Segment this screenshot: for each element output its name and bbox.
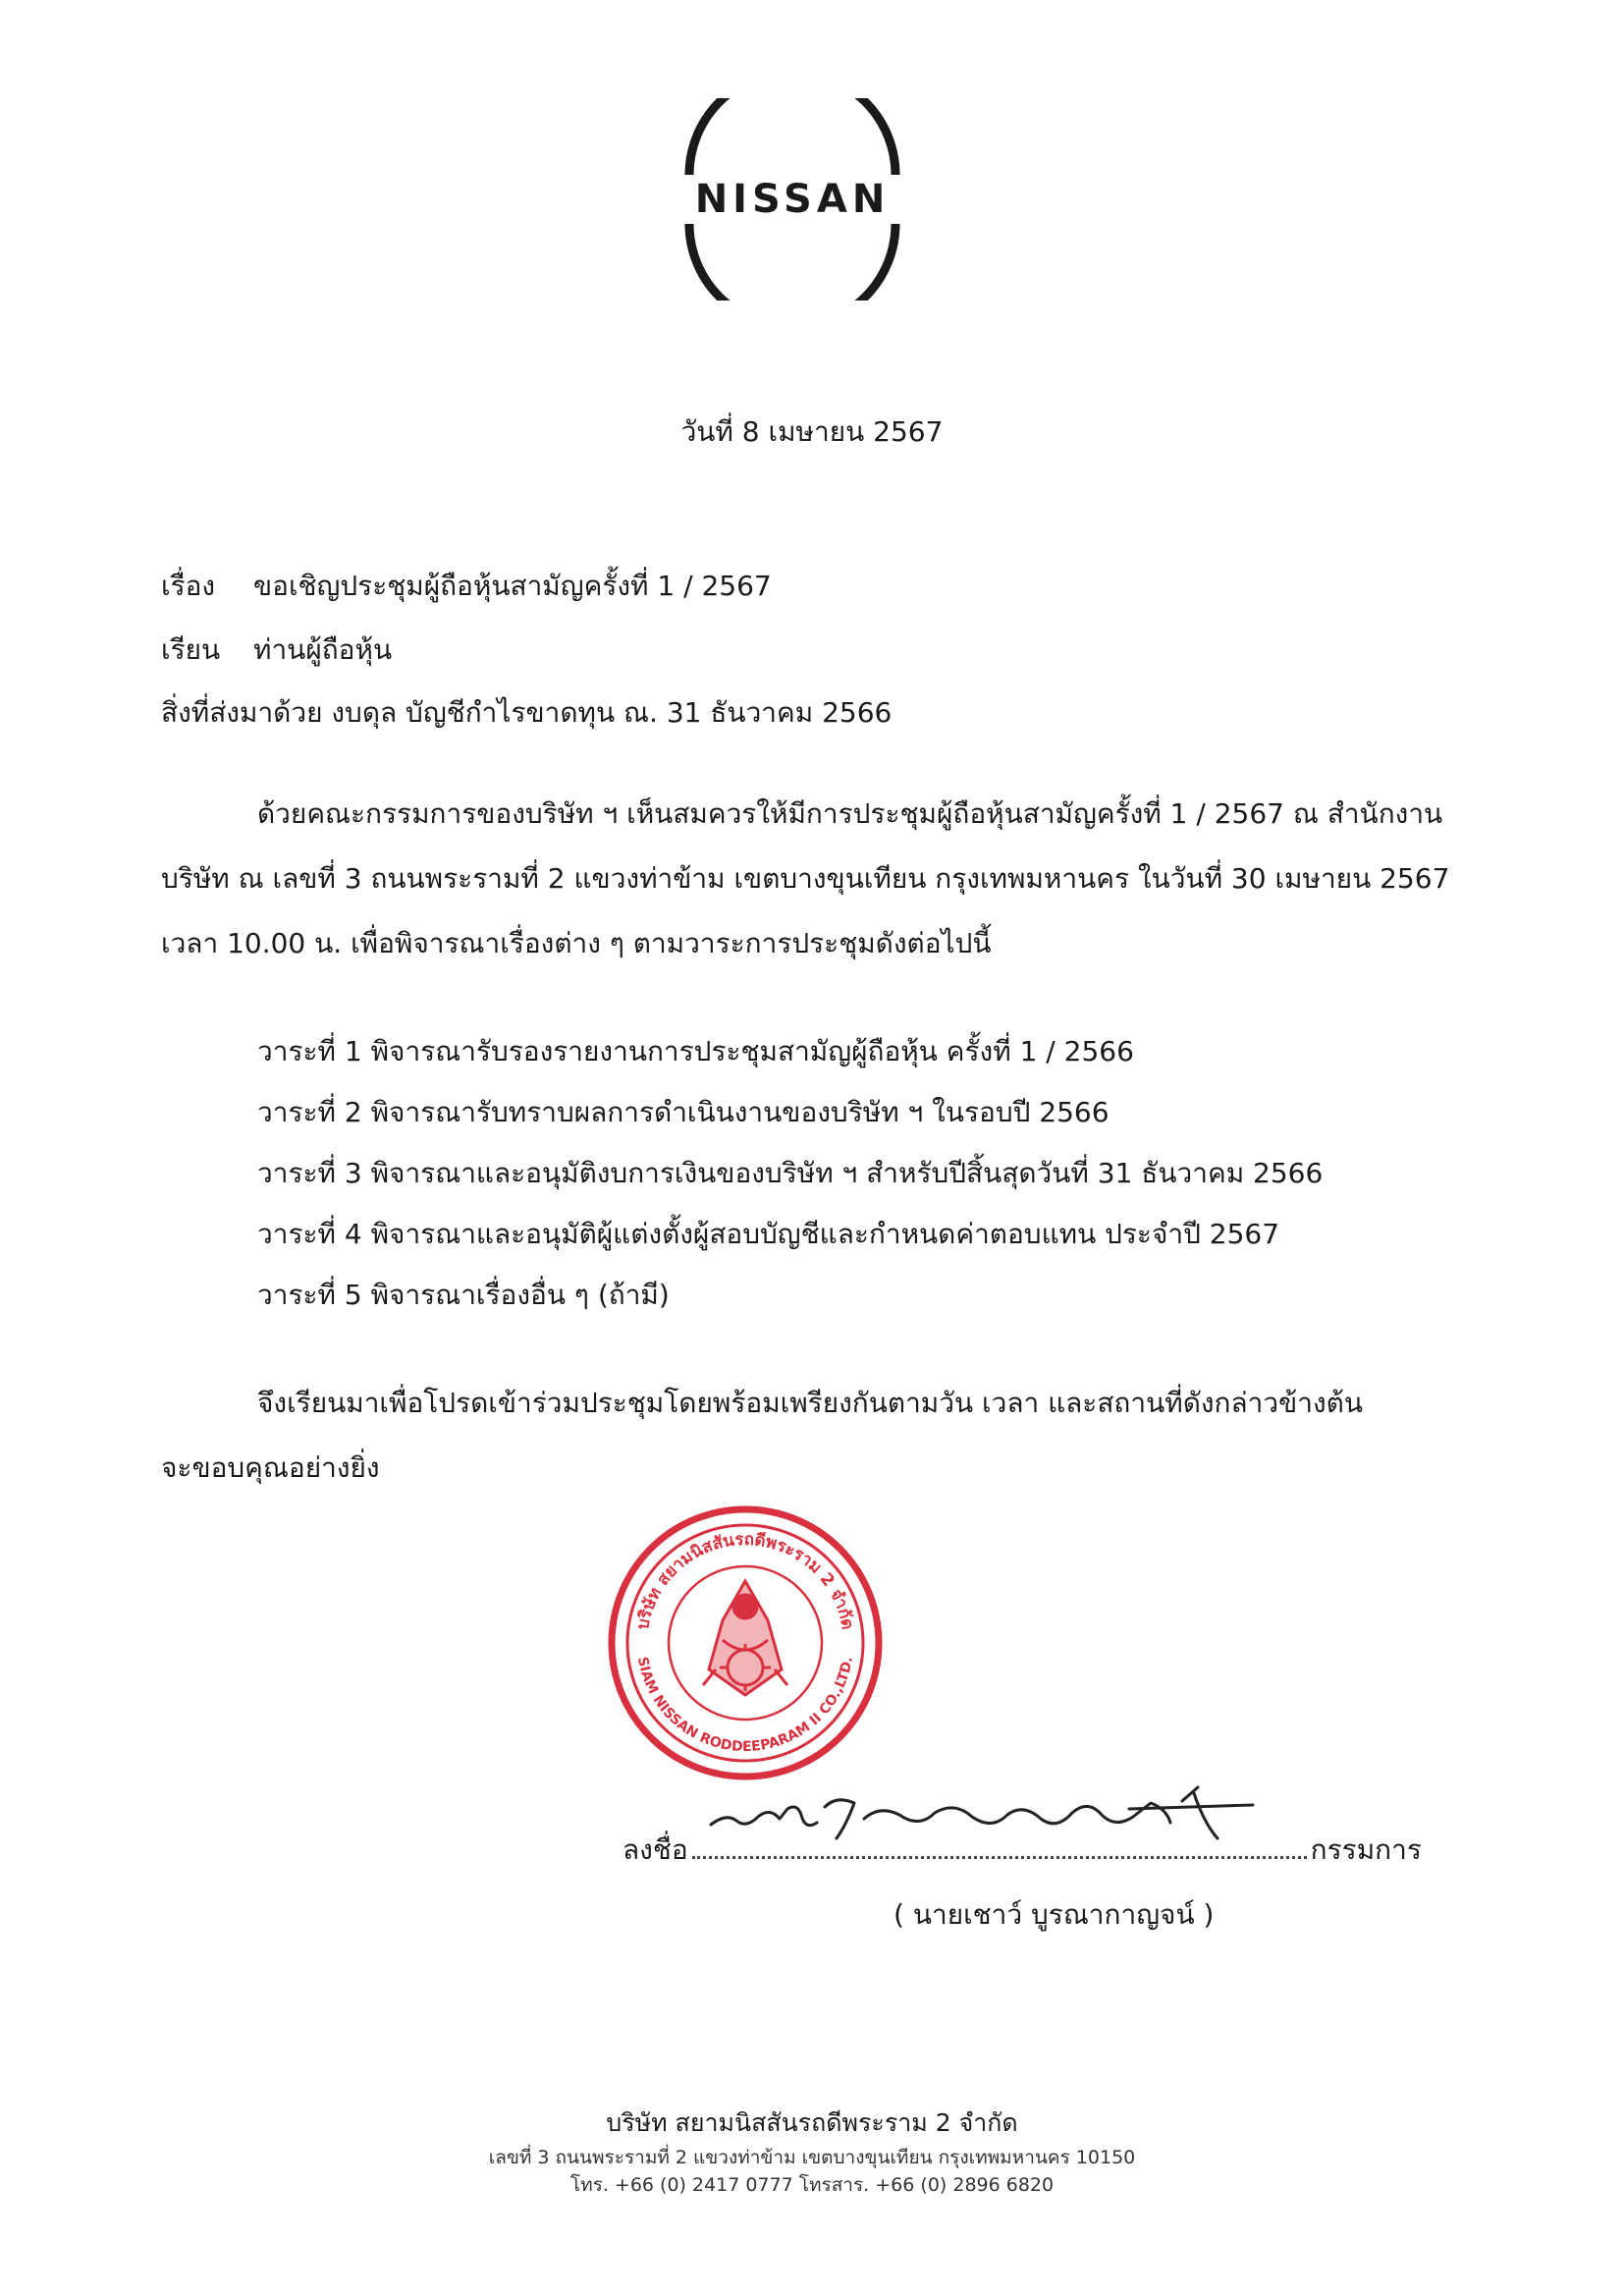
garuda-emblem-icon xyxy=(703,1581,787,1695)
sign-label: ลงชื่อ xyxy=(623,1833,688,1866)
body-line-2: บริษัท ณ เลขที่ 3 ถนนพระรามที่ 2 แขวงท่าข้าม เขตบางขุนเทียน กรุงเทพมหานคร ในวันที่ 30 เมษายน 2567 xyxy=(161,862,1450,895)
subject-text: ขอเชิญประชุมผู้ถือหุ้นสามัญครั้งที่ 1 / 2567 xyxy=(253,570,772,602)
subject-line xyxy=(161,565,772,608)
body-line-1: ด้วยคณะกรรมการของบริษัท ฯ เห็นสมควรให้มีการประชุมผู้ถือหุ้นสามัญครั้งที่ 1 / 2567 ณ สำนักงาน xyxy=(257,797,1443,830)
body-line-3: เวลา 10.00 น. เพื่อพิจารณาเรื่องต่าง ๆ ตามวาระการประชุมดังต่อไปนี้ xyxy=(161,927,992,959)
handwritten-signature xyxy=(707,1779,1257,1858)
agenda-item-3: วาระที่ 3 พิจารณาและอนุมัติงบการเงินของบริษัท ฯ สำหรับปีสิ้นสุดวันที่ 31 ธันวาคม 2566 xyxy=(257,1157,1324,1189)
agenda-item-5: วาระที่ 5 พิจารณาเรื่องอื่น ๆ (ถ้ามี) xyxy=(257,1279,670,1311)
seal-icon xyxy=(605,1503,886,1783)
footer-company: บริษัท สยามนิสสันรถดีพระราม 2 จำกัด xyxy=(606,2108,1018,2137)
nissan-logo xyxy=(664,98,921,301)
company-seal xyxy=(605,1503,886,1783)
sign-title: กรรมการ xyxy=(1310,1833,1422,1866)
seal-bottom-text: SIAM NISSAN RODDEEPARAM II CO.,LTD. xyxy=(633,1655,856,1756)
signature-scribble-icon xyxy=(707,1779,1257,1858)
agenda-item-1: วาระที่ 1 พิจารณารับรองรายงานการประชุมสามัญผู้ถือหุ้น ครั้งที่ 1 / 2566 xyxy=(257,1035,1134,1067)
closing-line-1: จึงเรียนมาเพื่อโปรดเข้าร่วมประชุมโดยพร้อมเพรียงกันตามวัน เวลา และสถานที่ดังกล่าวข้างต้น xyxy=(257,1387,1363,1419)
closing-line-2: จะขอบคุณอย่างยิ่ง xyxy=(161,1451,380,1484)
subject-label: เรื่อง xyxy=(161,570,216,602)
footer-contact: โทร. +66 (0) 2417 0777 โทรสาร. +66 (0) 2896 6820 xyxy=(569,2174,1055,2196)
to-text: ท่านผู้ถือหุ้น xyxy=(253,633,393,666)
nissan-logo-icon xyxy=(664,98,921,301)
letter-date: วันที่ 8 เมษายน 2567 xyxy=(680,415,944,448)
agenda-item-2: วาระที่ 2 พิจารณารับทราบผลการดำเนินงานของบริษัท ฯ ในรอบปี 2566 xyxy=(257,1096,1110,1128)
seal-top-text: บริษัท สยามนิสสันรถดีพระราม 2 จำกัด xyxy=(632,1529,858,1632)
to-line xyxy=(161,629,392,672)
signer-name: ( นายเชาว์ บูรณากาญจน์ ) xyxy=(893,1898,1215,1931)
agenda-item-4: วาระที่ 4 พิจารณาและอนุมัติผู้แต่งตั้งผู้สอบบัญชีและกำหนดค่าตอบแทน ประจำปี 2567 xyxy=(257,1218,1280,1250)
footer-address: เลขที่ 3 ถนนพระรามที่ 2 แขวงท่าข้าม เขตบางขุนเทียน กรุงเทพมหานคร 10150 xyxy=(488,2147,1136,2168)
enclosure-line: สิ่งที่ส่งมาด้วย งบดุล บัญชีกำไรขาดทุน ณ. 31 ธันวาคม 2566 xyxy=(161,696,893,729)
to-label: เรียน xyxy=(161,633,221,666)
logo-wordmark: NISSAN xyxy=(694,177,891,222)
